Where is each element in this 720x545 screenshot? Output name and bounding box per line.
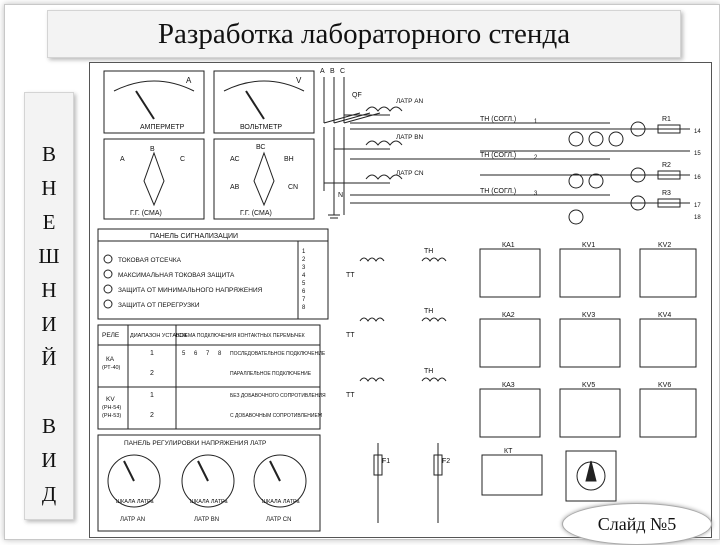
lamp-bulb-label: В [150, 146, 155, 153]
latr-coil-b [366, 141, 402, 145]
side-letter: В [41, 414, 56, 438]
lamp2-tr-label: ВН [284, 156, 294, 163]
fuse-label: F1 [382, 458, 391, 465]
signal-num: 4 [302, 273, 306, 279]
th-block-label: ТН [424, 308, 434, 315]
relay-range: 1 [150, 350, 154, 357]
th-label: ТН (СОГЛ.) [480, 116, 517, 123]
ammeter-needle [136, 91, 154, 119]
signal-lamp [104, 255, 112, 263]
side-letter: Н [41, 278, 57, 302]
signal-row: ЗАЩИТА ОТ МИНИМАЛЬНОГО НАПРЯЖЕНИЯ [118, 287, 263, 294]
th-coil [422, 318, 446, 321]
relay-ka1 [480, 249, 540, 297]
relay-kv1 [560, 249, 620, 297]
node-label: 1 [534, 119, 538, 125]
voltmeter-symbol [569, 174, 583, 188]
side-label-box [24, 92, 74, 520]
signal-num: 2 [302, 257, 306, 263]
side-letter: Ш [38, 244, 60, 268]
side-letter: Е [42, 210, 56, 234]
signal-num: 3 [302, 265, 306, 271]
relay-ka3 [480, 389, 540, 437]
lamp-panel-label-1: Г.Г. (СМА) [130, 210, 162, 217]
voltmeter-symbol [589, 132, 603, 146]
latr-label: ЛАТР СN [396, 170, 424, 177]
th-block-label: ТН [424, 248, 434, 255]
terminal-label: 15 [694, 151, 701, 157]
voltmeter-unit: V [296, 76, 302, 85]
signal-lamp [104, 270, 112, 278]
latr-scale-label: ШКАЛА ЛАТРа [262, 499, 300, 505]
relay-table-h3: СХЕМА ПОДКЛЮЧЕНИЯ КОНТАКТНЫХ ПЕРЕМЫЧЕК [178, 333, 305, 339]
fuse-label: F2 [442, 458, 451, 465]
latr-coil-a [366, 107, 402, 111]
signal-panel-title: ПАНЕЛЬ СИГНАЛИЗАЦИИ [150, 233, 239, 240]
terminal-label: 18 [694, 215, 701, 221]
latr-scale-label: ШКАЛА ЛАТРа [190, 499, 228, 505]
relay-kv4 [640, 319, 696, 367]
relay-kv2 [640, 249, 696, 297]
tt-coil [360, 318, 384, 321]
phase-label: В [330, 68, 335, 75]
lamp2-bl-label: АВ [230, 184, 240, 191]
node-label: 2 [534, 155, 538, 161]
relay-kv-label: KV6 [658, 382, 672, 389]
relay-range: 1 [150, 392, 154, 399]
relay-pin: 7 [206, 351, 210, 357]
terminal-label: 14 [694, 129, 701, 135]
relay-kv5 [560, 389, 620, 437]
slide-number: Слайд №5 [597, 514, 677, 534]
tt-label: ТТ [346, 272, 355, 279]
relay-ka-label: КА3 [502, 382, 515, 389]
title-box [47, 10, 681, 58]
terminal-label: 17 [694, 203, 701, 209]
signal-lamp [104, 285, 112, 293]
lamp-right-label: С [180, 156, 186, 163]
relay-kv-label: KV5 [582, 382, 596, 389]
relay-kv-label: KV2 [658, 242, 672, 249]
lamp-diamond-2 [254, 153, 274, 205]
stand-diagram [89, 62, 712, 538]
relay-name: KV [106, 396, 115, 403]
relay-ka-label: КА1 [502, 242, 515, 249]
relay-mode: ПАРАЛЛЕЛЬНОЕ ПОДКЛЮЧЕНИЕ [230, 371, 312, 377]
relay-mode: С ДОБАВОЧНЫМ СОПРОТИВЛЕНИЕМ [230, 413, 322, 419]
voltmeter-symbol [569, 132, 583, 146]
relay-name: КА [106, 356, 115, 363]
signal-row: МАКСИМАЛЬНАЯ ТОКОВАЯ ЗАЩИТА [118, 272, 235, 279]
relay-mode: БЕЗ ДОБАВОЧНОГО СОПРОТИВЛЕНИЯ [230, 393, 326, 399]
resistor-label: R1 [662, 116, 671, 123]
relay-ka-label: КА2 [502, 312, 515, 319]
relay-mode: ПОСЛЕДОВАТЕЛЬНОЕ ПОДКЛЮЧЕНИЕ [230, 351, 326, 357]
voltmeter-symbol [589, 174, 603, 188]
neutral-label: N [338, 192, 344, 199]
latr-scale-label: ШКАЛА ЛАТРа [116, 499, 154, 505]
ammeter-unit: A [186, 76, 192, 85]
phase-label: С [340, 68, 346, 75]
slide-title: Разработка лабораторного стенда [157, 18, 571, 50]
relay-type: (РТ-40) [102, 365, 121, 371]
resistor-label: R2 [662, 162, 671, 169]
terminal-label: 16 [694, 175, 701, 181]
latr-dial-label: ЛАТР ВN [194, 517, 220, 523]
signal-num: 5 [302, 281, 306, 287]
lamp2-tl-label: АС [230, 156, 240, 163]
relay-range: 2 [150, 370, 154, 377]
latr-label: ЛАТР ВN [396, 134, 424, 141]
slide-number-badge [562, 503, 712, 545]
signal-num: 7 [302, 297, 306, 303]
relay-kv3 [560, 319, 620, 367]
voltmeter-needle [246, 91, 264, 119]
voltage-panel-title: ПАНЕЛЬ РЕГУЛИРОВКИ НАПРЯЖЕНИЯ ЛАТР [124, 440, 267, 447]
relay-range: 2 [150, 412, 154, 419]
kt-label: КТ [504, 448, 513, 455]
relay-pin: 6 [194, 351, 198, 357]
relay-type: (РН-54) [102, 405, 122, 411]
lamp-panel-2 [214, 139, 314, 219]
relay-kv-label: KV4 [658, 312, 672, 319]
relay-kv6 [640, 389, 696, 437]
lamp2-br-label: СN [288, 184, 299, 191]
lamp-panel-label-2: Г.Г. (СМА) [240, 210, 272, 217]
relay-table-h2: ДИАПАЗОН УСТАВОК [130, 333, 187, 339]
side-letter: Н [41, 176, 57, 200]
side-letters [25, 93, 73, 511]
th-coil [422, 258, 446, 261]
relay-ka2 [480, 319, 540, 367]
voltmeter-symbol [569, 210, 583, 224]
signal-num: 1 [302, 249, 306, 255]
tt-label: ТТ [346, 332, 355, 339]
signal-row: ТОКОВАЯ ОТСЕЧКА [118, 257, 181, 264]
lamp-diamond-1 [144, 153, 164, 205]
relay-type: (РН-53) [102, 413, 122, 419]
node-label: 3 [534, 191, 538, 197]
latr-dial-label: ЛАТР СN [266, 517, 292, 523]
side-letter: Д [41, 482, 57, 506]
voltmeter-label: ВОЛЬТМЕТР [240, 124, 283, 131]
th-label: ТН (СОГЛ.) [480, 188, 517, 195]
side-letter: И [41, 448, 57, 472]
relay-kv-label: KV3 [582, 312, 596, 319]
ammeter-scale [114, 81, 194, 91]
relay-table-h1: РЕЛЕ [102, 332, 120, 339]
signal-lamp [104, 300, 112, 308]
relay-kv-label: KV1 [582, 242, 596, 249]
th-label: ТН (СОГЛ.) [480, 152, 517, 159]
signal-num: 8 [302, 305, 306, 311]
tt-label: ТТ [346, 392, 355, 399]
side-letter: Й [41, 346, 57, 370]
th-coil [422, 378, 446, 381]
lamp2-top-label: ВС [256, 144, 266, 151]
signal-row: ЗАЩИТА ОТ ПЕРЕГРУЗКИ [118, 302, 200, 309]
latr-label: ЛАТР АN [396, 98, 424, 105]
th-block-label: ТН [424, 368, 434, 375]
side-letter: В [41, 142, 56, 166]
stand-diagram-svg [90, 63, 711, 537]
signal-num: 6 [302, 289, 306, 295]
voltmeter-symbol [609, 132, 623, 146]
resistor-label: R3 [662, 190, 671, 197]
ammeter-label: АМПЕРМЕТР [140, 124, 185, 131]
relay-pin: 5 [182, 351, 186, 357]
tt-coil [360, 258, 384, 261]
latr-dial-label: ЛАТР АN [120, 517, 146, 523]
relay-kt [482, 455, 542, 495]
voltmeter-scale [224, 81, 304, 91]
relay-pin: 8 [218, 351, 222, 357]
qf-label: QF [352, 92, 362, 99]
tt-coil [360, 378, 384, 381]
side-letter: И [41, 312, 57, 336]
phase-label: А [320, 68, 325, 75]
lamp-left-label: А [120, 156, 125, 163]
